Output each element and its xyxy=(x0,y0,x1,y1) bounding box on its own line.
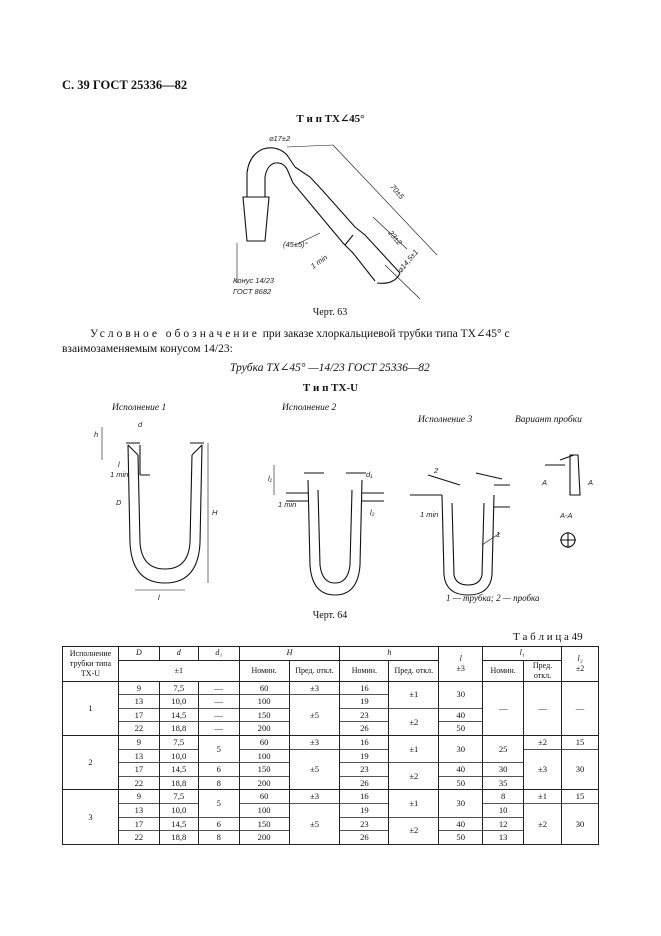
fig64-dim-d: d xyxy=(138,420,143,429)
designation-paragraph xyxy=(62,327,598,357)
fig64-dim-d1: d₁ xyxy=(366,470,373,479)
fig64-plug-label: Вариант пробки xyxy=(515,415,582,425)
fig64-legend: 1 — трубка; 2 — пробка xyxy=(446,593,540,603)
fig64-dim-min3: 1 min xyxy=(420,510,439,519)
table-row: 1 9 7,5 — 60 ±3 16 ±1 30 — — — xyxy=(63,681,599,695)
fig63-dim-angle: (45±5)° xyxy=(283,240,308,249)
fig64-dim-H: H xyxy=(212,508,218,517)
th-l1: l₁ xyxy=(483,647,562,661)
table-row: 17 14,5 6 150 23 ±2 40 12 xyxy=(63,817,599,831)
th-d1: d₁ xyxy=(198,647,239,661)
table-row: 13 10,0 100 ±5 19 ±3 30 xyxy=(63,749,599,763)
table-row: 22 18,8 8 200 26 50 35 xyxy=(63,776,599,790)
fig64-dim-min2: 1 min xyxy=(278,500,297,509)
th-H: H xyxy=(239,647,340,661)
th-exec: Исполнение трубки типа ТХ-U xyxy=(63,647,119,682)
fig64-callout-2: 2 xyxy=(434,466,439,475)
fig63-caption: Черт. 63 xyxy=(312,307,348,318)
table-row: 13 10,0 — 100 ±5 19 xyxy=(63,695,599,709)
fig64-callout-1: 1 xyxy=(496,530,501,539)
fig64-variant1-label: Исполнение 1 xyxy=(112,403,167,413)
fig63-cone-gost: ГОСТ 8682 xyxy=(233,287,272,296)
table-row: 22 18,8 8 200 26 50 13 xyxy=(63,831,599,845)
fig64-variant2-label: Исполнение 2 xyxy=(282,403,337,413)
table-row: 3 9 7,5 5 60 ±3 16 ±1 30 8 ±1 15 xyxy=(63,790,599,804)
designation-term: Условное обозначение xyxy=(90,328,260,340)
table-row: 13 10,0 100 ±5 19 10 ±2 30 xyxy=(63,803,599,817)
table-caption: Т а б л и ц а 49 xyxy=(513,631,583,643)
page-header: С. 39 ГОСТ 25336—82 xyxy=(62,78,188,92)
fig64-drawing xyxy=(90,415,600,605)
fig64-section-a-left: A xyxy=(542,478,548,487)
table-row: 17 14,5 — 150 23 ±2 40 xyxy=(63,708,599,722)
th-l: l ±3 xyxy=(439,647,483,682)
fig63-type-title: Т и п ТХ∠45° xyxy=(296,113,365,125)
th-d: d xyxy=(159,647,198,661)
fig64-section-aa: A-A xyxy=(560,511,573,520)
fig64-dim-h: h xyxy=(94,430,99,439)
fig64-dim-min1: 1 min xyxy=(110,470,129,479)
designation-text: при заказе хлоркальциевой трубки типа ТХ∠45° с взаимозаменяемым конусом 14/23: xyxy=(62,328,510,355)
th-l1-nom: Номин. xyxy=(483,660,524,681)
th-h: h xyxy=(340,647,439,661)
fig63-dim-70: 70±5 xyxy=(388,182,407,202)
fig64-dim-D: D xyxy=(116,498,122,507)
th-h-dev: Пред. откл. xyxy=(389,660,439,681)
fig63-cone-label: Конус 14/23 xyxy=(233,276,275,285)
th-D: D xyxy=(118,647,159,661)
fig64-caption: Черт. 64 xyxy=(312,610,348,621)
table-row: 17 14,5 6 150 23 ±2 40 30 xyxy=(63,763,599,777)
fig64-type-title: Т и п ТХ-U xyxy=(302,382,359,394)
fig64-dim-l-top: l xyxy=(118,460,120,469)
designation-example: Трубка ТХ∠45° —14/23 ГОСТ 25336—82 xyxy=(230,362,430,374)
fig64-variant3-label: Исполнение 3 xyxy=(418,415,473,425)
th-l1-dev: Пред. откл. xyxy=(524,660,562,681)
th-H-nom: Номин. xyxy=(239,660,289,681)
fig63-drawing xyxy=(225,125,450,300)
th-tol: ±1 xyxy=(118,660,239,681)
fig64-dim-l2: l₂ xyxy=(370,508,375,517)
th-H-dev: Пред. откл. xyxy=(289,660,340,681)
dimensions-table xyxy=(62,646,599,845)
fig64-section-a-right: A xyxy=(588,478,594,487)
fig63-dim-diam14: ⌀14,5±1 xyxy=(395,247,421,275)
th-h-nom: Номин. xyxy=(340,660,389,681)
fig63-dim-23: 23±2 xyxy=(386,228,405,248)
fig64-dim-l-bottom: l xyxy=(158,593,160,602)
fig63-dim-1min: 1 min xyxy=(308,252,330,271)
table-row: 2 9 7,5 5 60 ±3 16 ±1 30 25 ±2 15 xyxy=(63,735,599,749)
table-row: 22 18,8 — 200 26 50 xyxy=(63,722,599,736)
th-l2: l₂ ±2 xyxy=(562,647,599,682)
fig63-dim-diam17: ⌀17±2 xyxy=(269,134,291,143)
fig64-dim-l1: l₁ xyxy=(268,474,273,483)
